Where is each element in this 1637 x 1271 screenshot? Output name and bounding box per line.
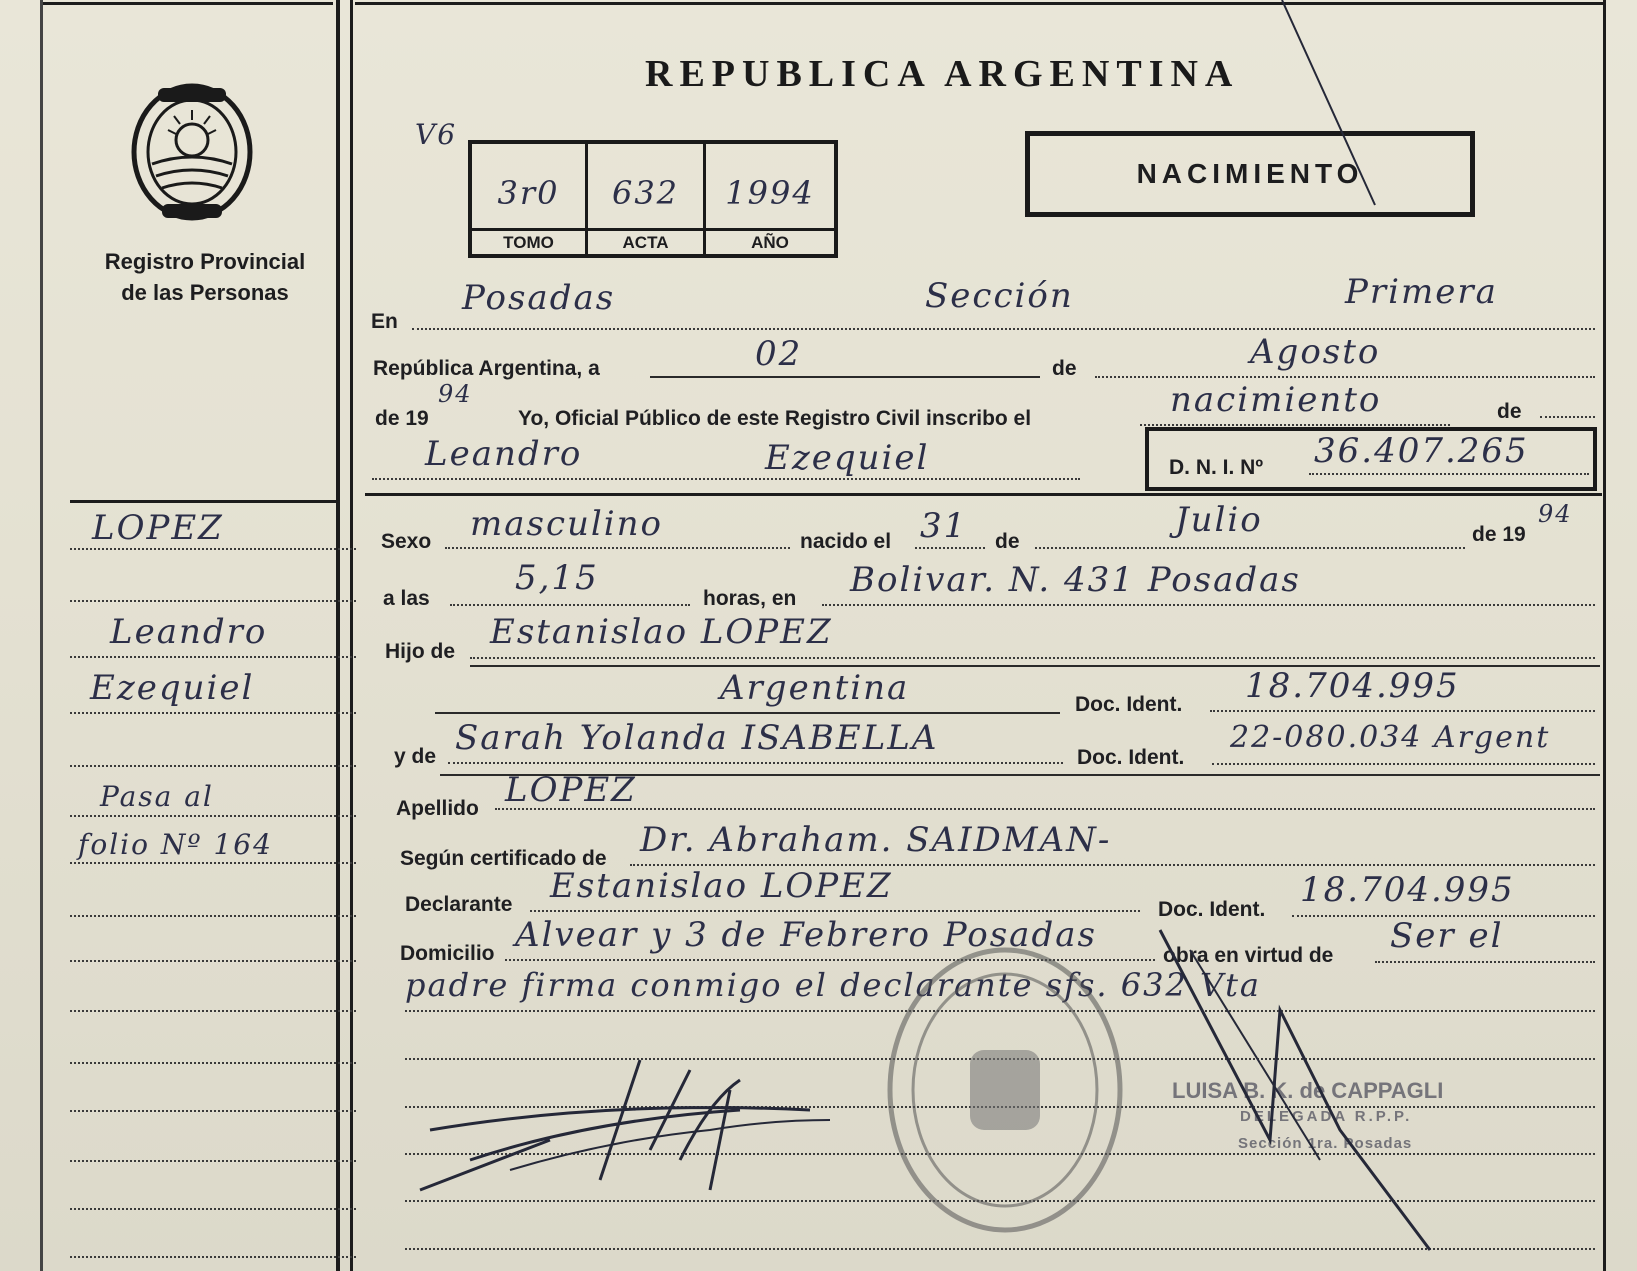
child-first-name: Leandro [425,434,583,474]
line-dni [1309,473,1589,475]
registry-line-1: Registro Provincial [104,249,306,274]
line-declarante [530,910,1140,912]
dni-label: D. N. I. Nº [1169,456,1264,479]
father-nationality: Argentina [720,668,910,708]
obra-label: obra en virtud de [1163,944,1334,967]
year-suffix-value: 94 [438,380,473,408]
sexo-value: masculino [470,504,664,544]
birth-year-prefix: de 19 [1472,523,1526,546]
line-mother [448,762,1063,764]
declarante-doc-value: 18.704.995 [1300,870,1515,910]
apellido-value: LOPEZ [505,770,637,810]
birth-day-value: 31 [920,506,968,546]
declarante-label: Declarante [405,893,513,916]
line-names [372,478,1080,480]
line-de2 [1540,416,1595,418]
line-father-doc [1210,710,1595,712]
declarante-doc-label: Doc. Ident. [1158,898,1266,921]
de-label-3: de [995,530,1020,553]
registry-label [75,246,335,308]
ano-label: AÑO [751,233,789,252]
nacido-label: nacido el [800,530,892,553]
margin-surname: LOPEZ [92,508,224,548]
ano-value: 1994 [725,174,815,212]
margin-line-9 [70,960,356,962]
hour-value: 5,15 [515,558,599,598]
act-written-value: nacimiento [1170,380,1382,420]
line-en [412,328,1595,330]
top-rule-right [355,2,1603,5]
continuation-value: padre firma conmigo el declarante sfs. 632 Vta [405,966,1261,1004]
en-label: En [371,310,398,333]
margin-line-5 [70,765,356,767]
horas-label: horas, en [703,587,797,610]
de-label-2: de [1497,400,1522,423]
margin-line-10 [70,1010,356,1012]
line-month [1095,376,1595,378]
father-value: Estanislao LOPEZ [490,612,833,652]
line-birth-day [915,547,985,549]
segun-label: Según certificado de [400,847,607,870]
column-divider-inner [350,0,353,1271]
provincial-seal-icon [128,80,256,228]
official-section: Sección 1ra. Posadas [1238,1135,1413,1152]
city-value: Posadas [462,278,616,318]
official-signature [1150,920,1450,1265]
country-title: REPUBLICA ARGENTINA [645,53,1240,95]
tomo-label: TOMO [503,233,554,252]
official-stamp-icon [880,940,1130,1240]
father-doc-value: 18.704.995 [1245,666,1460,706]
right-frame [1603,0,1606,1271]
sexo-label: Sexo [381,530,432,553]
line-act [1140,424,1450,426]
seccion-number-value: Primera [1345,272,1498,312]
act-type-box [1025,131,1475,217]
declarant-signature [410,1020,850,1215]
act-type-label: NACIMIENTO [1136,158,1364,189]
birth-place-value: Bolivar. N. 431 Posadas [850,560,1301,600]
dni-box [1145,427,1597,491]
margin-line-11 [70,1062,356,1064]
margin-line-14 [70,1208,356,1210]
line-nationality [435,712,1060,714]
margin-line-2 [70,600,356,602]
father-doc-label: Doc. Ident. [1075,693,1183,716]
birth-month-value: Julio [1175,500,1263,540]
line-sexo [445,547,790,549]
tomo-value: 3r0 [497,174,560,212]
official-title: DELEGADA R.P.P. [1240,1108,1413,1125]
child-second-name: Ezequiel [765,438,930,478]
republica-label: República Argentina, a [373,357,600,380]
domicilio-value: Alvear y 3 de Febrero Posadas [515,915,1097,955]
mother-doc-value: 22-080.034 Argent [1230,720,1551,755]
left-page-edge [40,0,43,1271]
apellido-label: Apellido [396,797,479,820]
margin-line-8 [70,915,356,917]
diagonal-strike [1280,0,1380,215]
official-name: LUISA B. K. de CAPPAGLI [1172,1078,1444,1103]
margin-note-1: Pasa al [100,780,214,813]
margin-line-13 [70,1160,356,1162]
margin-line-3 [70,656,356,658]
line-father [470,657,1595,659]
dni-value: 36.407.265 [1314,431,1529,471]
margin-note-2: folio Nº 164 [78,828,273,861]
line-birth-month [1035,547,1465,549]
acta-label: ACTA [622,233,669,252]
domicilio-label: Domicilio [400,942,495,965]
margin-line-12 [70,1110,356,1112]
top-rule-left [43,2,333,5]
line-mother-doc [1212,763,1595,765]
month-value: Agosto [1250,332,1381,372]
column-divider [336,0,340,1271]
y-de-label: y de [394,745,437,768]
declarante-value: Estanislao LOPEZ [550,866,893,906]
year-prefix-label: de 19 [375,407,429,430]
mother-doc-label: Doc. Ident. [1077,746,1185,769]
line-place [822,604,1595,606]
registry-line-2: de las Personas [121,280,289,305]
a-las-label: a las [383,587,430,610]
margin-name-2: Ezequiel [90,668,255,708]
record-annotation: V6 [415,118,458,151]
birth-year-suffix: 94 [1538,500,1573,528]
oficial-text: Yo, Oficial Público de este Registro Civil inscribo el [518,407,1032,430]
margin-line-1 [70,548,356,550]
margin-line-15 [70,1256,356,1258]
de-label-1: de [1052,357,1077,380]
margin-line-7 [70,862,356,864]
margin-line-4 [70,712,356,714]
line-day [650,376,1040,378]
margin-name-1: Leandro [110,612,268,652]
record-number-box [468,140,838,258]
seccion-value: Sección [925,276,1074,316]
certificado-value: Dr. Abraham. SAIDMAN- [640,820,1112,860]
obra-value: Ser el [1390,916,1504,956]
hijo-label: Hijo de [385,640,456,663]
line-hour [450,604,690,606]
mother-value: Sarah Yolanda ISABELLA [455,718,939,758]
line-apellido [495,808,1595,810]
day-value: 02 [755,334,803,374]
acta-value: 632 [611,174,680,212]
margin-line-6 [70,815,356,817]
form-separator [365,493,1602,496]
margin-separator [70,500,336,503]
